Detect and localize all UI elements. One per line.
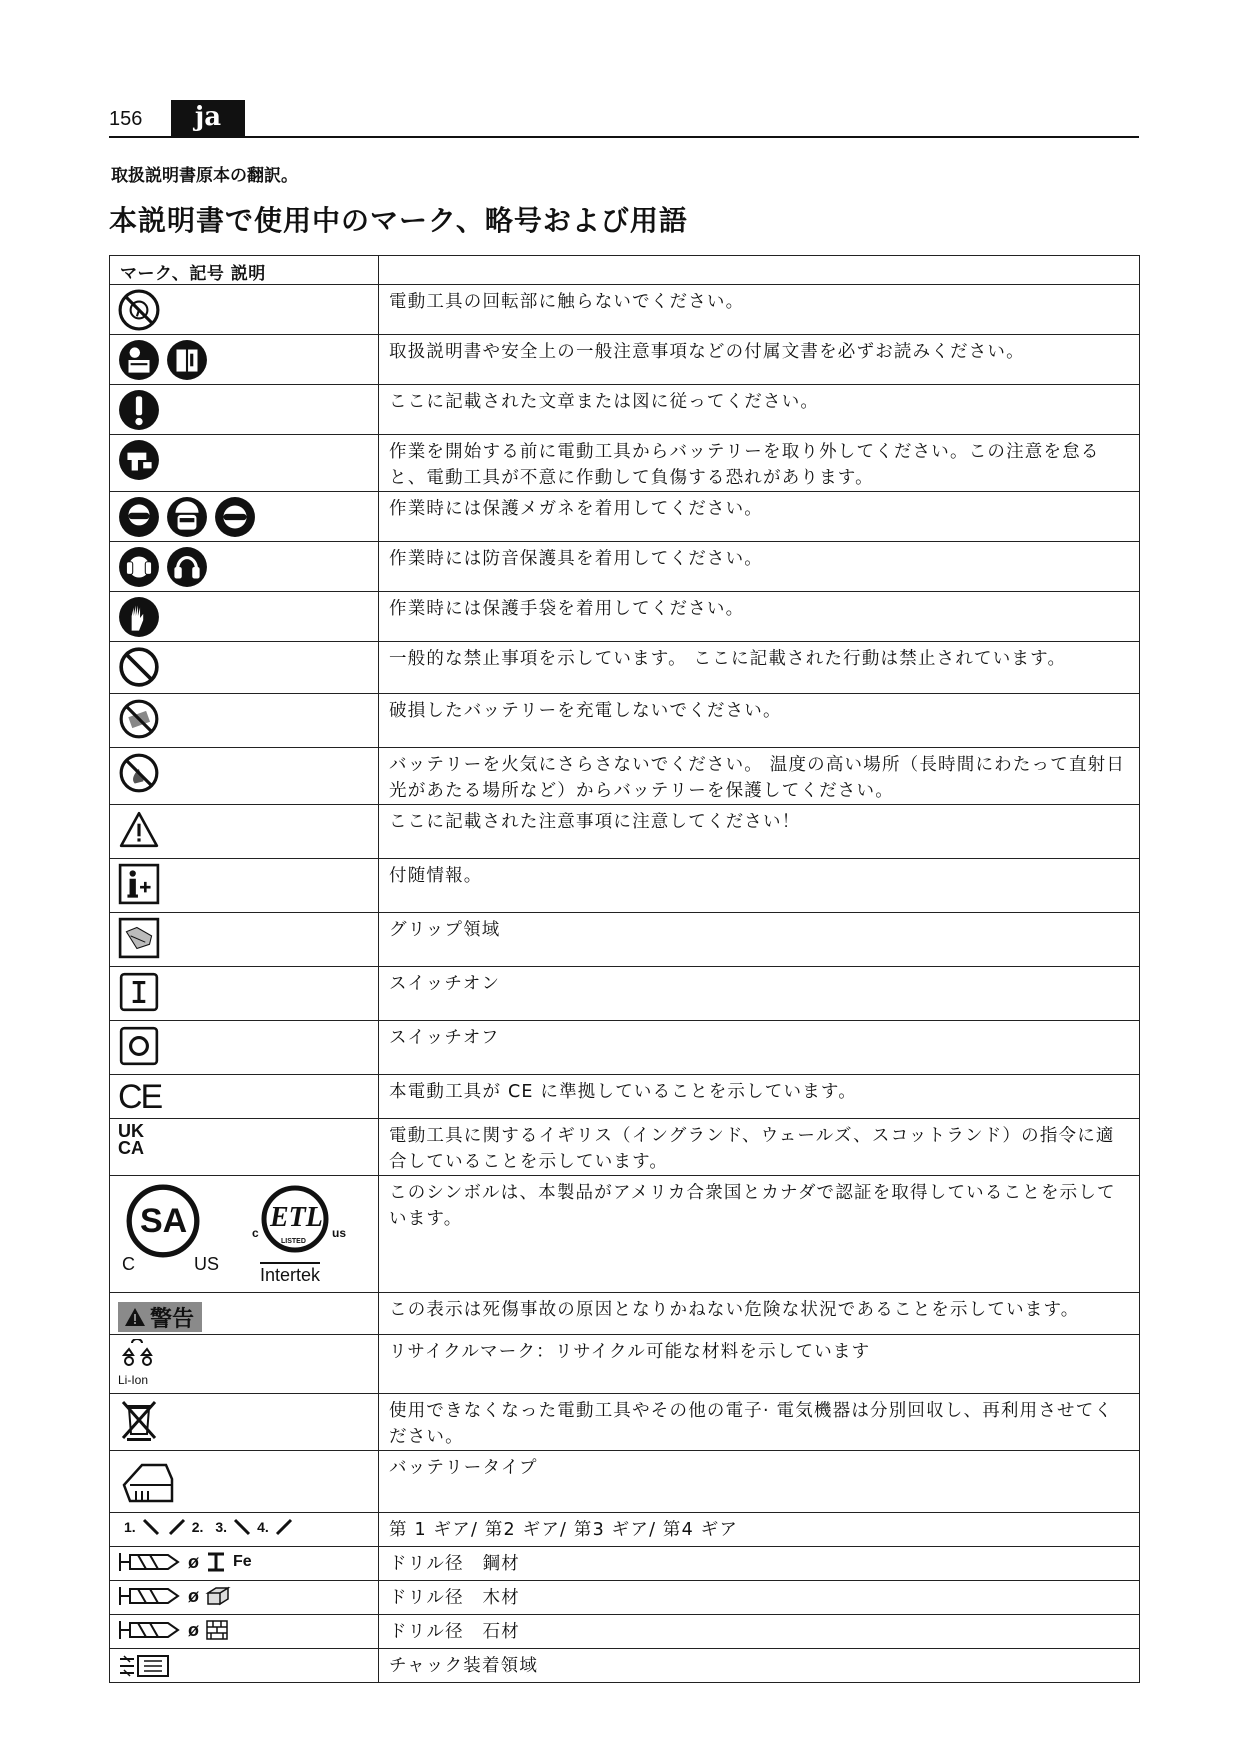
switch-off-icon	[118, 1025, 160, 1067]
ear-protection-icon	[118, 546, 160, 588]
drill-bit-icon	[118, 1619, 182, 1641]
steel-label: Fe	[233, 1553, 252, 1570]
table-row	[110, 1394, 1140, 1451]
table-row	[110, 492, 1140, 542]
diameter-symbol: ø	[188, 1619, 199, 1640]
row-description: 作業を開始する前に電動工具からバッテリーを取り外してください。この注意を怠ると、電動工具が不意に作動して負傷する恐れがあります。	[379, 435, 1140, 492]
row-description: チャック装着領域	[379, 1649, 1140, 1683]
chuck-range-icon	[118, 1653, 172, 1679]
page-header	[109, 100, 1139, 138]
warning-badge-triangle-icon	[124, 1307, 146, 1327]
battery-type-icon	[118, 1455, 178, 1511]
info-plus-icon	[118, 863, 160, 905]
eye-protection-icon	[118, 496, 160, 538]
csa-us-label: US	[194, 1254, 220, 1274]
table-row	[110, 1021, 1140, 1075]
etl-logo-text: ETL	[270, 1202, 323, 1233]
row-description: 一般的な禁止事項を示しています。 ここに記載された行動は禁止されています。	[379, 642, 1140, 694]
row-description: 作業時には保護メガネを着用してください。	[379, 492, 1140, 542]
page-title: 本説明書で使用中のマーク、略号および用語	[109, 204, 688, 237]
table-row	[110, 592, 1140, 642]
weee-bin-icon	[118, 1398, 160, 1442]
row-description: 使用できなくなった電動工具やその他の電子· 電気機器は分別回収し、再利用させてください。	[379, 1394, 1140, 1451]
li-ion-label: Li-Ion	[118, 1373, 149, 1387]
table-row	[110, 1119, 1140, 1176]
csa-c-label: C	[122, 1254, 135, 1274]
diameter-symbol: ø	[188, 1551, 199, 1572]
gear-3-label: 3.	[215, 1519, 228, 1535]
table-row	[110, 967, 1140, 1021]
table-row	[110, 748, 1140, 805]
csa-logo-text: SA	[140, 1202, 188, 1240]
table-row	[110, 694, 1140, 748]
table-row	[110, 859, 1140, 913]
gear-steps-icon	[110, 1513, 378, 1538]
ukca-line2: CA	[118, 1138, 144, 1158]
row-description: スイッチオフ	[379, 1021, 1140, 1075]
drill-bit-icon	[118, 1551, 182, 1573]
table-row	[110, 285, 1140, 335]
ce-mark-icon: CE	[118, 1078, 162, 1116]
gear-2-label: 2.	[191, 1519, 204, 1535]
row-description: 取扱説明書や安全上の一般注意事項などの付属文書を必ずお読みください。	[379, 335, 1140, 385]
do-not-touch-rotating-icon	[118, 289, 160, 331]
row-description: この表示は死傷事故の原因となりかねない危険な状況であることを示しています。	[379, 1293, 1140, 1335]
table-row	[110, 385, 1140, 435]
gloves-icon	[118, 596, 160, 638]
etl-listed-label: LISTED	[281, 1238, 306, 1245]
warning-badge-label: 警告	[150, 1306, 195, 1332]
safety-goggles-icon	[214, 496, 256, 538]
brick-wall-icon	[205, 1619, 229, 1641]
table-row	[110, 1075, 1140, 1119]
table-row	[110, 335, 1140, 385]
row-description: 作業時には防音保護具を着用してください。	[379, 542, 1140, 592]
drill-stone-icon	[110, 1615, 378, 1641]
row-description: ドリル径 鋼材	[379, 1547, 1140, 1581]
row-description: 第 1 ギア/ 第2 ギア/ 第3 ギア/ 第4 ギア	[379, 1513, 1140, 1547]
recycle-li-ion-icon	[110, 1335, 378, 1393]
wood-icon	[205, 1585, 231, 1607]
steel-beam-icon	[205, 1551, 227, 1573]
table-row	[110, 1335, 1140, 1394]
table-row	[110, 1615, 1140, 1649]
row-description: 付随情報。	[379, 859, 1140, 913]
prohibition-icon	[118, 646, 160, 688]
gear-1-label: 1.	[124, 1519, 136, 1535]
page-number: 156	[109, 108, 143, 130]
row-description: バッテリータイプ	[379, 1451, 1140, 1513]
warning-triangle-icon	[118, 809, 160, 851]
row-description: 本電動工具が CE に準拠していることを示しています。	[379, 1075, 1140, 1119]
table-row	[110, 1581, 1140, 1615]
intertek-label: Intertek	[260, 1262, 320, 1286]
gear-2-icon	[166, 1516, 188, 1538]
row-description: 電動工具に関するイギリス（イングランド、ウェールズ、スコットランド）の指令に適合していることを示しています。	[379, 1119, 1140, 1176]
diameter-symbol: ø	[188, 1585, 199, 1606]
no-charge-damaged-battery-icon	[118, 698, 160, 740]
table-row	[110, 1293, 1140, 1335]
grip-area-icon	[118, 917, 160, 959]
row-description: ドリル径 木材	[379, 1581, 1140, 1615]
row-description: 電動工具の回転部に触らないでください。	[379, 285, 1140, 335]
face-shield-icon	[166, 496, 208, 538]
drill-wood-icon	[110, 1581, 378, 1607]
row-description: ドリル径 石材	[379, 1615, 1140, 1649]
row-description: バッテリーを火気にさらさないでください。 温度の高い場所（長時間にわたって直射日光があたる場所など）からバッテリーを保護してください。	[379, 748, 1140, 805]
no-fire-battery-icon	[118, 752, 160, 794]
symbol-table	[109, 255, 1140, 1683]
table-row	[110, 642, 1140, 694]
row-description: グリップ領域	[379, 913, 1140, 967]
table-row	[110, 805, 1140, 859]
language-tab: ja	[171, 100, 245, 136]
translation-note: 取扱説明書原本の翻訳。	[111, 166, 298, 186]
earmuffs-icon	[166, 546, 208, 588]
row-description: 作業時には保護手袋を着用してください。	[379, 592, 1140, 642]
table-row	[110, 542, 1140, 592]
table-row	[110, 1547, 1140, 1581]
manual-book-icon	[166, 339, 208, 381]
table-row	[110, 1451, 1140, 1513]
csa-etl-marks-icon	[110, 1176, 378, 1288]
table-row	[110, 1513, 1140, 1547]
table-header: マーク、記号 説明	[110, 256, 379, 285]
row-description: ここに記載された文章または図に従ってください。	[379, 385, 1140, 435]
header-rule	[109, 136, 1139, 138]
warning-badge-icon	[118, 1302, 202, 1332]
etl-us-label: us	[332, 1226, 347, 1240]
table-row	[110, 1649, 1140, 1683]
row-description: スイッチオン	[379, 967, 1140, 1021]
remove-battery-icon	[118, 439, 160, 481]
gear-3-icon	[231, 1516, 253, 1538]
drill-steel-icon	[110, 1547, 378, 1573]
etl-c-label: c	[252, 1226, 259, 1240]
mandatory-icon	[118, 389, 160, 431]
table-row	[110, 913, 1140, 967]
read-manual-icon	[118, 339, 160, 381]
row-description: 破損したバッテリーを充電しないでください。	[379, 694, 1140, 748]
gear-4-icon	[273, 1516, 295, 1538]
table-header-row	[110, 256, 1140, 285]
switch-on-icon	[118, 971, 160, 1013]
ukca-line1: UK	[118, 1121, 144, 1141]
row-description: ここに記載された注意事項に注意してください！	[379, 805, 1140, 859]
table-row	[110, 1176, 1140, 1293]
table-header-empty	[379, 256, 1140, 285]
ukca-mark-icon	[118, 1123, 144, 1157]
gear-4-label: 4.	[257, 1519, 269, 1535]
recycle-arrows-icon	[118, 1339, 158, 1375]
row-description: リサイクルマーク：リサイクル可能な材料を示しています	[379, 1335, 1140, 1394]
drill-bit-icon	[118, 1585, 182, 1607]
table-row	[110, 435, 1140, 492]
gear-1-icon	[140, 1516, 162, 1538]
row-description: このシンボルは、本製品がアメリカ合衆国とカナダで認証を取得していることを示しています。	[379, 1176, 1140, 1293]
